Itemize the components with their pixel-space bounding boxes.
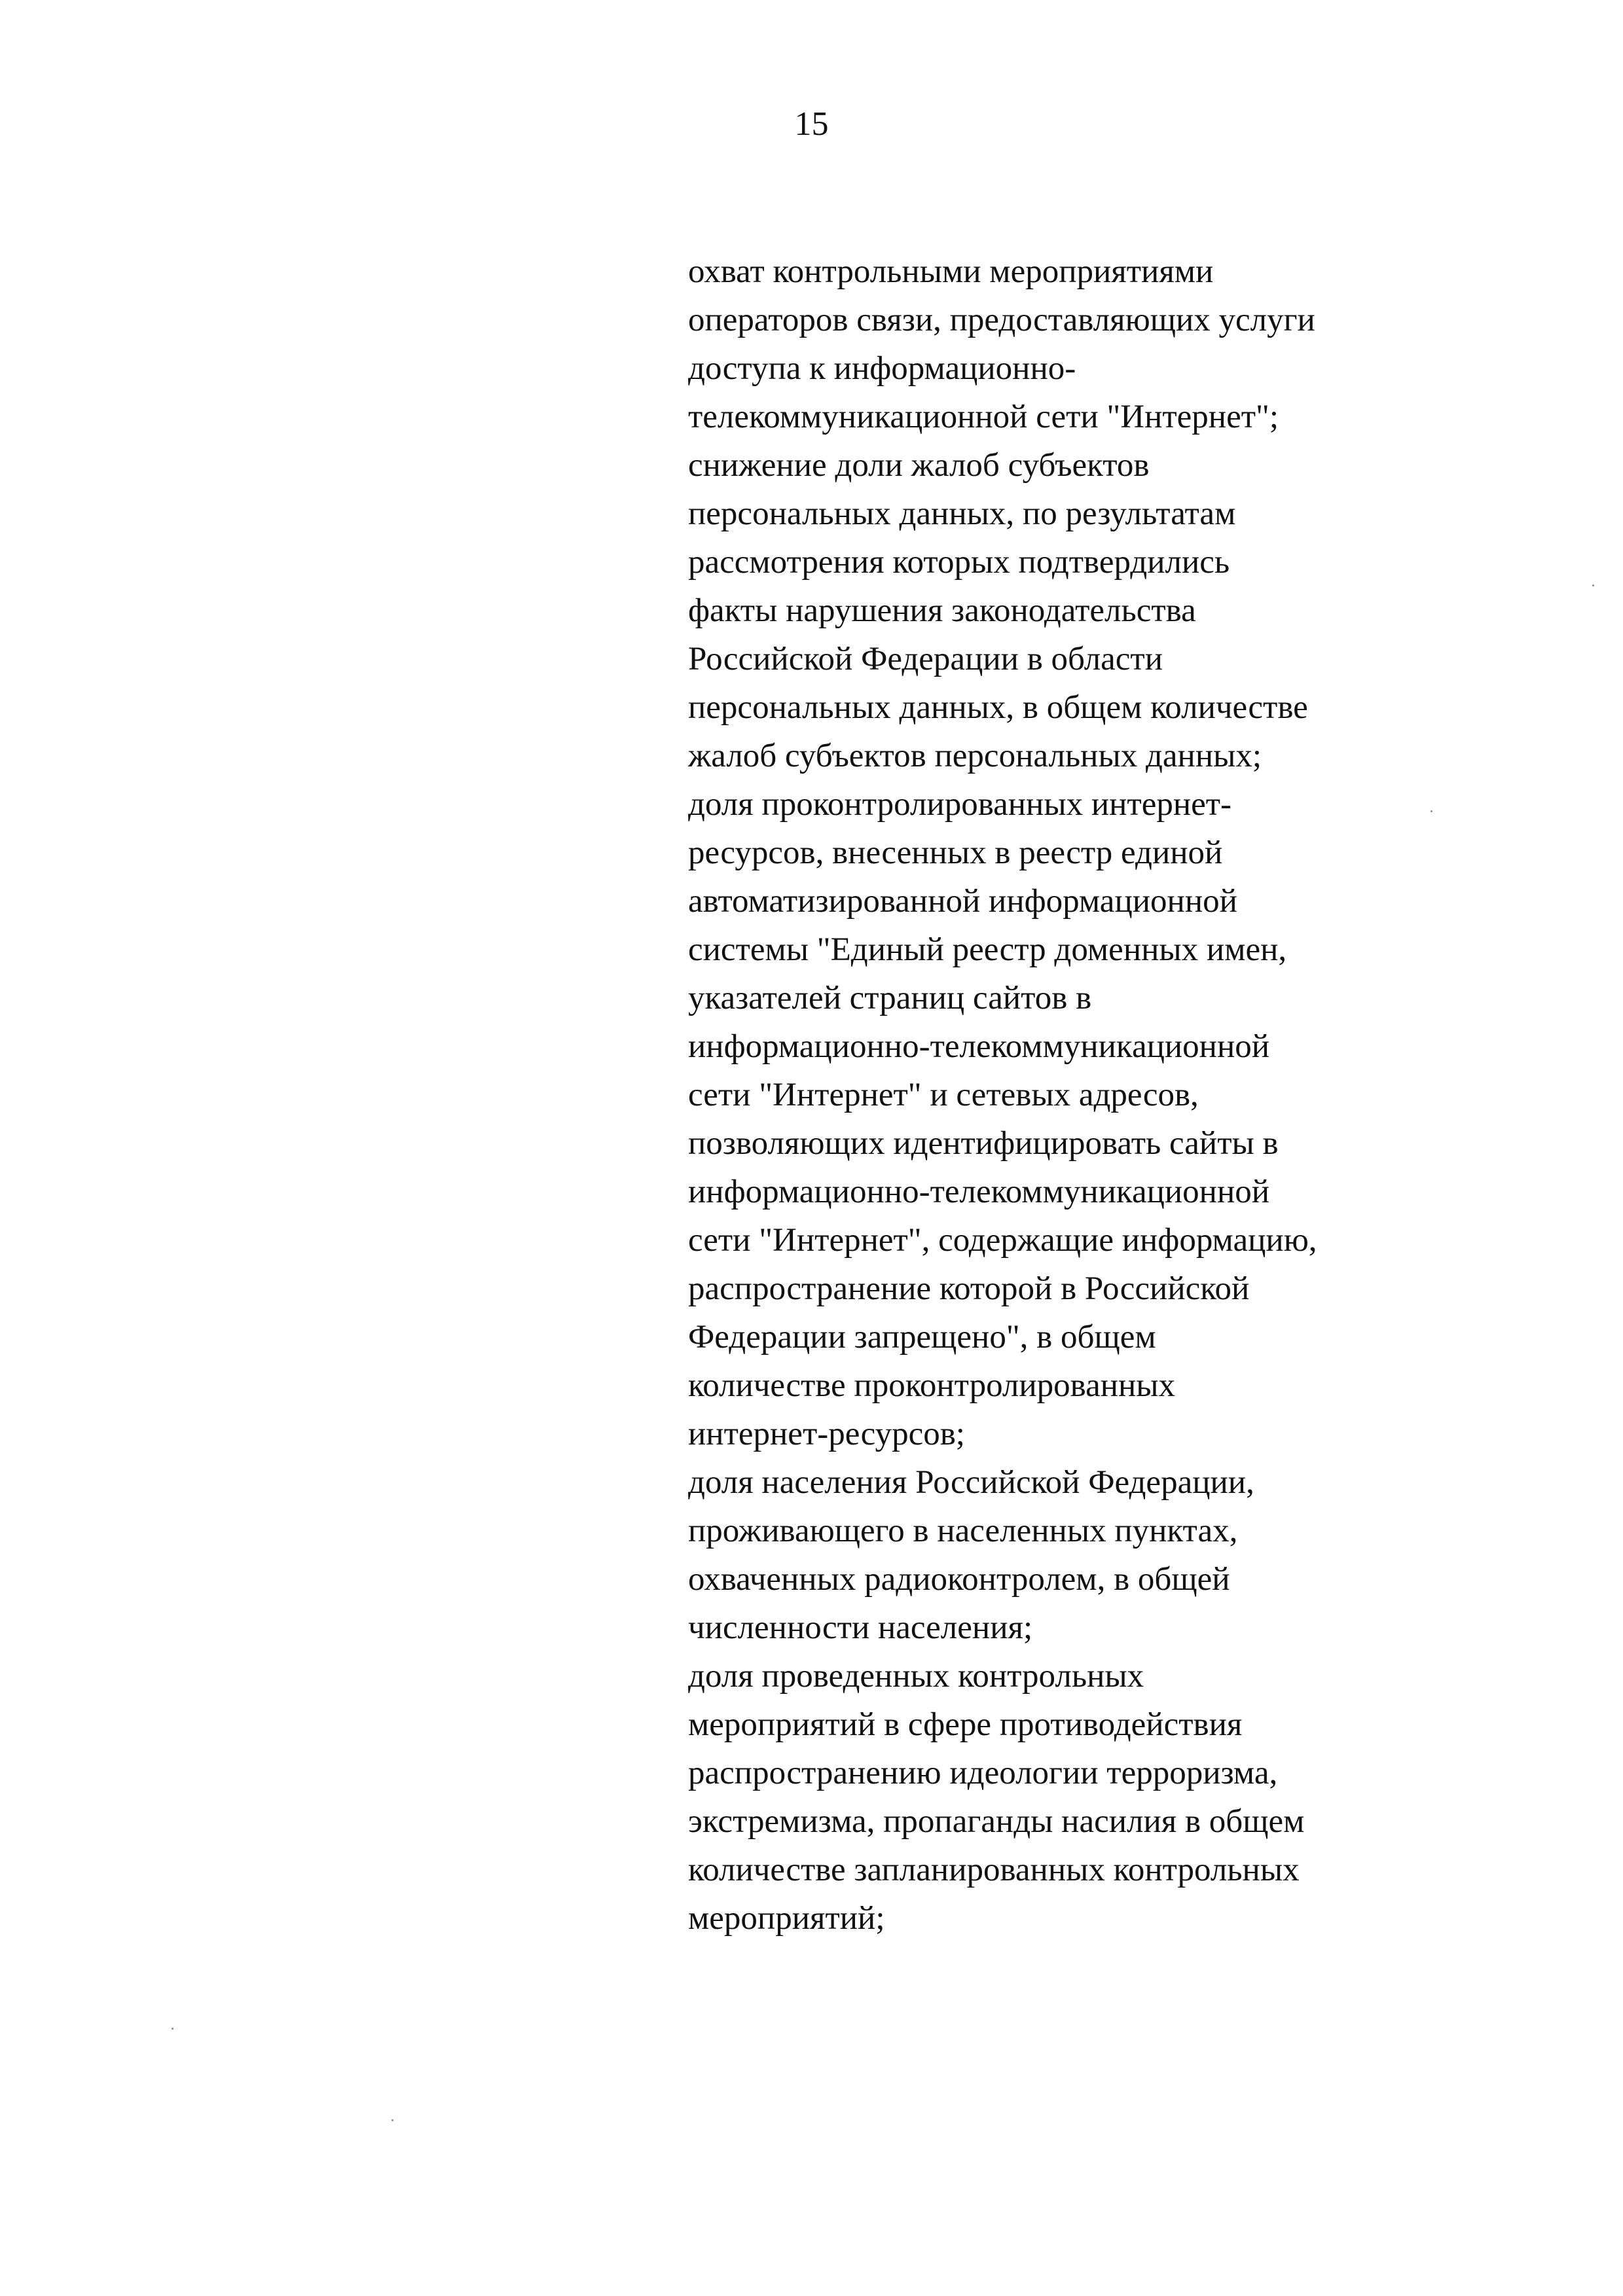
text-line: информационно-телекоммуникационной bbox=[688, 1174, 1270, 1210]
text-line: мероприятий в сфере противодействия bbox=[688, 1706, 1243, 1743]
text-line: персональных данных, в общем количестве bbox=[688, 689, 1308, 726]
text-line: доля населения Российской Федерации, bbox=[688, 1464, 1254, 1501]
text-line: интернет-ресурсов; bbox=[688, 1416, 965, 1452]
text-line: доля проведенных контрольных bbox=[688, 1658, 1144, 1695]
text-line: системы "Единый реестр доменных имен, bbox=[688, 931, 1287, 968]
text-line: позволяющих идентифицировать сайты в bbox=[688, 1125, 1279, 1162]
text-line: информационно-телекоммуникационной bbox=[688, 1028, 1270, 1065]
text-line: численности населения; bbox=[688, 1609, 1033, 1646]
text-line: персональных данных, по результатам bbox=[688, 495, 1236, 532]
text-line: распространению идеологии терроризма, bbox=[688, 1755, 1278, 1791]
text-line: ресурсов, внесенных в реестр единой bbox=[688, 834, 1223, 871]
text-line: доля проконтролированных интернет- bbox=[688, 786, 1232, 823]
text-line: экстремизма, пропаганды насилия в общем bbox=[688, 1803, 1305, 1840]
text-line: автоматизированной информационной bbox=[688, 883, 1237, 920]
text-line: распространение которой в Российской bbox=[688, 1270, 1250, 1307]
scan-speck bbox=[392, 2119, 393, 2121]
text-line: количестве запланированных контрольных bbox=[688, 1852, 1300, 1888]
text-line: проживающего в населенных пунктах, bbox=[688, 1513, 1238, 1549]
text-line: охват контрольными мероприятиями bbox=[688, 253, 1214, 290]
text-line: сети "Интернет", содержащие информацию, bbox=[688, 1222, 1317, 1259]
text-line: доступа к информационно- bbox=[688, 350, 1076, 387]
text-line: снижение доли жалоб субъектов bbox=[688, 447, 1150, 484]
text-line: сети "Интернет" и сетевых адресов, bbox=[688, 1077, 1199, 1113]
page-number: 15 bbox=[794, 105, 829, 143]
text-line: рассмотрения которых подтвердились bbox=[688, 544, 1230, 581]
text-line: операторов связи, предоставляющих услуги bbox=[688, 302, 1315, 338]
body-text bbox=[688, 247, 1461, 1943]
text-line: факты нарушения законодательства bbox=[688, 592, 1196, 629]
text-line: Федерации запрещено", в общем bbox=[688, 1319, 1156, 1355]
text-line: количестве проконтролированных bbox=[688, 1367, 1176, 1404]
scan-speck bbox=[1592, 584, 1594, 586]
text-line: жалоб субъектов персональных данных; bbox=[688, 738, 1262, 774]
text-line: Российской Федерации в области bbox=[688, 641, 1163, 677]
text-line: мероприятий; bbox=[688, 1900, 885, 1937]
scan-speck bbox=[172, 2028, 173, 2030]
text-line: телекоммуникационной сети "Интернет"; bbox=[688, 399, 1279, 435]
scan-speck bbox=[1431, 810, 1432, 812]
text-line: охваченных радиоконтролем, в общей bbox=[688, 1561, 1230, 1598]
text-line: указателей страниц сайтов в bbox=[688, 980, 1092, 1016]
